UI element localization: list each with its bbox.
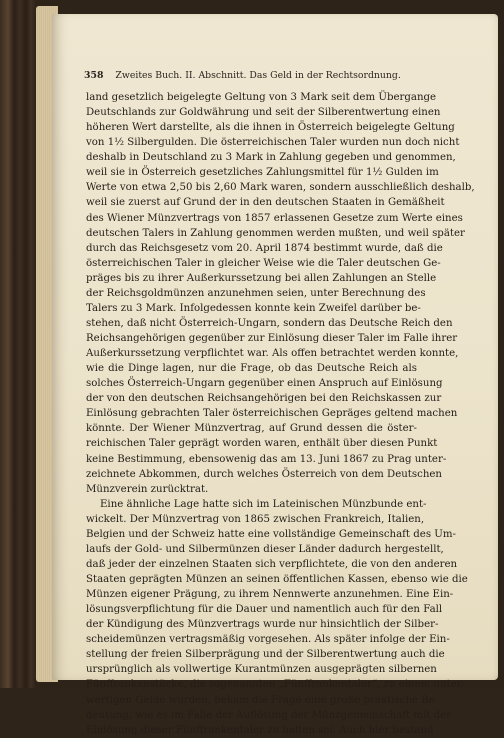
running-title: Zweites Buch. II. Abschnitt. Das Geld in der Rechtsordnung.: [115, 70, 401, 81]
text-line: zeichnete Abkommen, durch welches Österreich von dem Deutschen: [86, 468, 442, 480]
text-line: Reichsangehörigen gegenüber zur Einlösung dieser Taler im Falle ihrer: [86, 333, 458, 344]
text-line: deutung, wie es im Falle der Auflösung der Münzgemeinschaft mit der: [86, 709, 452, 721]
text-line: keine Bestimmung, ebensowenig das am 13. Juni 1867 zu Prag unter-: [86, 453, 447, 465]
text-line: Deutschlands zur Goldwährung und seit der Silberentwertung einen: [86, 107, 441, 119]
text-line: Münzen eigener Prägung, zu ihrem Nennwerte anzunehmen. Eine Ein-: [86, 589, 454, 601]
text-line: Außerkurssetzung verpflichtet war. Als offen betrachtet werden konnte,: [86, 348, 459, 360]
text-line: scheidemünzen vertragsmäßig vorgesehen. Als später infolge der Ein-: [86, 634, 450, 646]
text-line: stellung der freien Silberprägung und der Silberentwertung auch die: [86, 649, 445, 661]
text-line: wickelt. Der Münzvertrag von 1865 zwischen Frankreich, Italien,: [86, 513, 425, 525]
text-line: der Kündigung des Münzvertrags wurde nur hinsichtlich der Silber-: [86, 619, 439, 631]
text-line: laufs der Gold- und Silbermünzen dieser Länder dadurch hergestellt,: [86, 543, 444, 555]
text-line: wie die Dinge lagen, nur die Frage, ob das Deutsche Reich als: [86, 363, 417, 375]
text-line: präges bis zu ihrer Außerkurssetzung bei allen Zahlungen an Stelle: [86, 272, 437, 284]
text-line: land gesetzlich beigelegte Geltung von 3 Mark seit dem Übergange: [86, 92, 437, 103]
text-line: Eine ähnliche Lage hatte sich im Lateinischen Münzbunde ent-: [100, 498, 427, 510]
text-line: daß jeder der einzelnen Staaten sich verpflichtete, die von den anderen: [86, 558, 458, 570]
text-line: reichischen Taler geprägt worden waren, enthält über diesen Punkt: [86, 438, 438, 450]
text-line: Münzverein zurücktrat.: [86, 483, 209, 495]
text-line: weil sie zuerst auf Grund der in den deutschen Staaten in Gemäßheit: [86, 197, 445, 209]
text-line: der von den deutschen Reichsangehörigen bei den Reichskassen zur: [86, 393, 442, 405]
text-line: solches Österreich-Ungarn gegenüber einen Anspruch auf Einlösung: [86, 378, 443, 390]
text-line: deshalb in Deutschland zu 3 Mark in Zahlung gegeben und genommen,: [86, 152, 456, 164]
text-line: durch das Reichsgesetz vom 20. April 1874 bestimmt wurde, daß die: [86, 242, 443, 254]
text-line: Staaten geprägten Münzen an seinen öffentlichen Kassen, ebenso wie die: [86, 574, 468, 585]
text-line: von 1½ Silbergulden. Die österreichischen Taler wurden nun doch nicht: [86, 137, 460, 149]
text-line: Talers zu 3 Mark. Infolgedessen konnte kein Zweifel darüber be-: [86, 302, 421, 314]
text-line: Fünffrankenstücke, die sogenannten „Fünffrankentaler“, zu einem unter-: [86, 679, 466, 691]
body-text: [86, 90, 475, 738]
text-line: wertigen Gelde wurden, bekam die Frage eine große praktische Be-: [86, 694, 439, 706]
text-line: Belgien und der Schweiz hatte eine vollständige Gemeinschaft des Um-: [86, 528, 456, 540]
text-line: Einlösung gebrachten Taler österreichischen Gepräges geltend machen: [86, 408, 458, 420]
text-line: des Wiener Münzvertrags von 1857 erlassenen Gesetze zum Werte eines: [86, 212, 463, 224]
text-line: höheren Wert darstellte, als die ihnen in Österreich beigelegte Geltung: [86, 122, 455, 134]
text-line: könnte. Der Wiener Münzvertrag, auf Grund dessen die öster-: [86, 423, 417, 435]
text-line: deutschen Talers in Zahlung genommen werden mußten, und weil später: [86, 227, 465, 239]
running-header: [84, 70, 414, 81]
text-line: weil sie in Österreich gesetzliches Zahlungsmittel für 1½ Gulden im: [86, 167, 439, 179]
text-line: lösungsverpflichtung für die Dauer und namentlich auch für den Fall: [86, 604, 443, 616]
page-number: 358: [84, 70, 104, 81]
text-line: Einlösung dieser Fünffrankentaler zu halten sei. Auch hier bestand: [86, 724, 434, 736]
text-line: der Reichsgoldmünzen anzunehmen seien, unter Berechnung des: [86, 287, 426, 299]
text-line: ursprünglich als vollwertige Kurantmünzen ausgeprägten silbernen: [86, 664, 437, 676]
text-line: Werte von etwa 2,50 bis 2,60 Mark waren, sondern ausschließlich deshalb,: [86, 182, 475, 194]
text-line: österreichischen Taler in gleicher Weise wie die Taler deutschen Ge-: [86, 257, 441, 269]
text-line: stehen, daß nicht Österreich-Ungarn, sondern das Deutsche Reich den: [86, 317, 453, 329]
